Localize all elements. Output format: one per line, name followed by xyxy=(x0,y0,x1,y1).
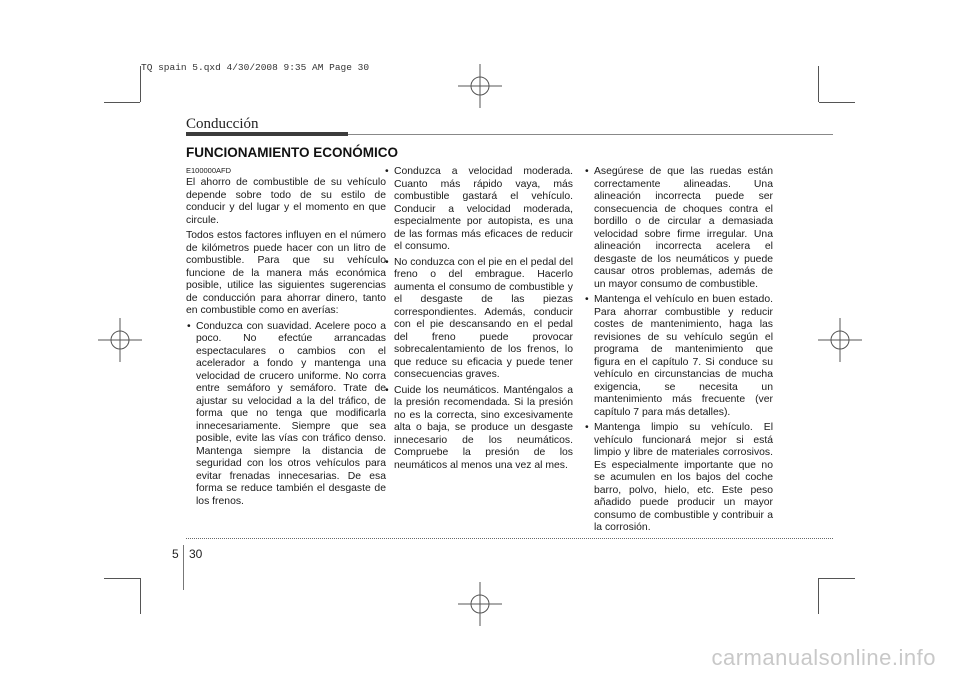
crop-mark xyxy=(819,578,855,579)
registration-target-icon xyxy=(458,582,502,626)
chapter-number: 5 xyxy=(172,547,179,561)
guide-line xyxy=(183,545,184,590)
crop-mark xyxy=(140,578,141,614)
tips-list xyxy=(584,166,773,535)
list-item: • No conduzca con el pie en el pedal del freno o del embrague. Hacerlo aumenta el consumo de combustible y el desgaste de las piezas correspondientes. Además, conducir con el pie descansando en el pedal del freno puede provocar sobrecalentamiento de los frenos, lo que reduce su eficacia y puede tener consecuencias graves. xyxy=(384,257,573,382)
crop-mark xyxy=(818,66,819,102)
list-item: • Cuide los neumáticos. Manténgalos a la presión recomendada. Si la presión no es la correcta, sino excesivamente alta o baja, se produce un desgaste innecesario de los neumáticos. Compruebe la presión de los neumáticos al menos una vez al mes. xyxy=(384,385,573,473)
list-item: • Mantenga limpio su vehículo. El vehículo funcionará mejor si está limpio y libre de materiales corrosivos. Es especialmente importante que no se acumulen en los bajos del coche barro, polvo, hielo, etc. Este peso añadido puede producir un mayor consumo de combustible y contribuir a la corrosión. xyxy=(584,422,773,535)
crop-mark xyxy=(104,102,140,103)
section-bar xyxy=(186,132,348,136)
watermark: carmanualsonline.info xyxy=(711,645,936,670)
text-column-1 xyxy=(186,166,386,511)
crop-mark xyxy=(819,102,855,103)
print-file-info: TQ spain 5.qxd 4/30/2008 9:35 AM Page 30 xyxy=(141,62,370,73)
list-item: • Conduzca a velocidad moderada. Cuanto más rápido vaya, más combustible gastará el vehículo. Conducir a velocidad moderada, especialmente por autopista, es una de las formas más eficaces de reducir el consumo. xyxy=(384,166,573,254)
list-item: • Conduzca con suavidad. Acelere poco a poco. No efectúe arrancadas espectaculares o cambios con el acelerador a fondo y mantenga una velocidad de crucero uniforme. No corra entre semáforo y semáforo. Trate de ajustar su velocidad a la del tráfico, de forma que no tenga que modificarla innecesariamente. Siempre que sea posible, evite las vías con tráfico denso. Mantenga siempre la distancia de seguridad con los otros vehículos para evitar frenadas innecesarias. De esa forma se reduce también el desgaste de los frenos. xyxy=(186,321,386,509)
footer-rule xyxy=(186,538,833,539)
registration-target-icon xyxy=(98,318,142,362)
tips-list xyxy=(384,166,573,472)
page-number: 30 xyxy=(189,547,203,561)
registration-target-icon xyxy=(458,64,502,108)
list-item: • Mantenga el vehículo en buen estado. Para ahorrar combustible y reducir costes de mantenimiento, haga las revisiones de su vehículo según el programa de mantenimiento que figura en el capítulo 7. Si conduce su vehículo en circunstancias de mucha exigencia, se necesita un mantenimiento más frecuente (ver capítulo 7 para más detalles). xyxy=(584,294,773,419)
crop-mark xyxy=(104,578,140,579)
crop-mark xyxy=(818,578,819,614)
text-column-3 xyxy=(584,166,773,538)
list-item: • Asegúrese de que las ruedas están correctamente alineadas. Una alineación incorrecta puede ser consecuencia de choques contra el bordillo o de circular a demasiada velocidad sobre firme irregular. Una alineación incorrecta acelera el desgaste de los neumáticos y puede causar otros problemas, además de un mayor consumo de combustible. xyxy=(584,166,773,291)
section-title: Conducción xyxy=(186,116,259,132)
tips-list xyxy=(186,321,386,509)
intro-paragraph: Todos estos factores influyen en el número de kilómetros puede hacer con un litro de combustible. Para que su vehículo funcione de la manera más económica posible, utilice las siguientes sugerencias de conducción para ahorrar dinero, tanto en combustible como en averías: xyxy=(186,230,386,316)
intro-paragraph: El ahorro de combustible de su vehículo depende sobre todo de su estilo de conducir y del lugar y el momento en que circule. xyxy=(186,177,386,226)
registration-target-icon xyxy=(818,318,862,362)
article-heading: FUNCIONAMIENTO ECONÓMICO xyxy=(186,145,398,160)
text-column-2 xyxy=(384,166,573,475)
section-rule xyxy=(348,134,833,135)
reference-code: E100000AFD xyxy=(186,166,232,175)
